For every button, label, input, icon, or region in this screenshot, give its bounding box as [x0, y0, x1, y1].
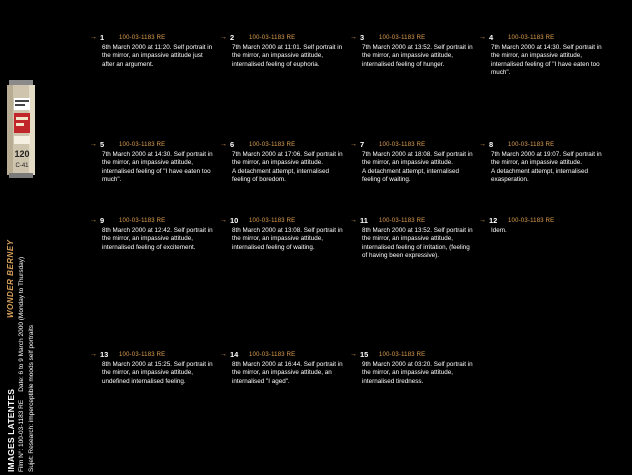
entry-header [220, 33, 344, 43]
film-reference: 100-03-1183 RE [119, 218, 166, 224]
film-reference: 100-03-1183 RE [508, 218, 555, 224]
frame-number: 1 [100, 33, 105, 42]
frame-number: 8 [489, 140, 494, 149]
description-line: 7th March 2000 at 18:08. Self portrait in the mirror, an impassive attitude. [362, 151, 473, 167]
entry-description [479, 227, 603, 235]
description-line: 8th March 2000 at 13:52. Self portrait in the mirror, an impassive attitude, internalised feeling of irritation, (feeling of having been expressive). [362, 227, 473, 260]
page-title: IMAGES LATENTES [6, 388, 16, 472]
description-line: 7th March 2000 at 17:06. Self portrait in the mirror, an impassive attitude. [232, 151, 343, 167]
film-reference: 100-03-1183 RE [508, 35, 555, 41]
film-reference: 100-03-1183 RE [249, 218, 296, 224]
date-label: Date: 6 to 9 March 2000 (Monday to Thursday) [18, 256, 25, 392]
entry-description [350, 361, 474, 386]
frame-number: 11 [360, 216, 368, 225]
entry-15 [350, 350, 474, 386]
film-reference: 100-03-1183 RE [249, 352, 296, 358]
arrow-right-icon: → [350, 217, 357, 224]
film-reference: 100-03-1183 RE [249, 35, 296, 41]
arrow-right-icon: → [220, 141, 227, 148]
frame-number: 3 [360, 33, 365, 42]
entry-description [220, 227, 344, 252]
arrow-right-icon: → [220, 217, 227, 224]
canister-brand: C-41 [15, 163, 29, 169]
entry-header [220, 350, 344, 360]
entry-6 [220, 140, 344, 185]
film-canister-icon [6, 80, 36, 178]
entry-description [220, 361, 344, 386]
entry-header [479, 140, 603, 150]
film-meta [18, 257, 25, 472]
entry-4 [479, 33, 603, 78]
entry-8 [479, 140, 603, 185]
description-line: Idem. [491, 227, 507, 234]
frame-number: 15 [360, 350, 369, 359]
frame-number: 2 [230, 33, 235, 42]
entry-14 [220, 350, 344, 386]
entry-header [90, 216, 214, 226]
arrow-right-icon: → [479, 217, 486, 224]
entry-header [350, 216, 474, 226]
description-line: 8th March 2000 at 13:08. Self portrait in the mirror, an impassive attitude, internalised feeling of waiting. [232, 227, 343, 251]
film-reference: 100-03-1183 RE [508, 142, 555, 148]
brand-logo: WONDER BERNEY [6, 239, 15, 318]
entry-header [90, 33, 214, 43]
subject-label: Sujet: Research: imperceptible moods self portraits [28, 324, 35, 472]
entry-3 [350, 33, 474, 69]
description-line: 6th March 2000 at 11:20. Self portrait in the mirror, an impassive attitude just after an argument. [102, 44, 213, 68]
frame-number: 5 [100, 140, 105, 149]
arrow-right-icon: → [220, 34, 227, 41]
arrow-right-icon: → [350, 351, 357, 358]
description-line: 7th March 2000 at 14:30. Self portrait in the mirror, an impassive attitude, internalised feeling of "I have eaten too much". [102, 151, 213, 184]
description-line: 9th March 2000 at 03:20. Self portrait in the mirror, an impassive attitude, internalised tiredness. [362, 361, 473, 385]
film-reference: 100-03-1183 RE [379, 35, 426, 41]
entry-11 [350, 216, 474, 261]
film-label: Film N°: 100-03-1183 RE [18, 399, 25, 472]
frame-number: 13 [100, 350, 109, 359]
description-line: 8th March 2000 at 16:44. Self portrait in the mirror, an impassive attitude, an internalised "I aged". [232, 361, 343, 385]
entry-9 [90, 216, 214, 252]
frame-number: 7 [360, 140, 365, 149]
entry-header [90, 350, 214, 360]
arrow-right-icon: → [220, 351, 227, 358]
frame-number: 10 [230, 216, 239, 225]
entry-description [90, 227, 214, 252]
entry-description [350, 44, 474, 69]
entry-12 [479, 216, 603, 235]
description-line: A detachment attempt, internalised exasperation. [491, 167, 588, 184]
film-reference: 100-03-1183 RE [379, 218, 426, 224]
entry-header [479, 216, 603, 226]
frame-number: 14 [230, 350, 239, 359]
entry-13 [90, 350, 214, 386]
entry-description [479, 151, 603, 185]
entry-description [90, 44, 214, 69]
description-line: 7th March 2000 at 19:07. Self portrait in the mirror, an impassive attitude. [491, 151, 602, 167]
arrow-right-icon: → [350, 141, 357, 148]
arrow-right-icon: → [90, 351, 97, 358]
entry-description [220, 44, 344, 69]
frame-number: 12 [489, 216, 498, 225]
entry-1 [90, 33, 214, 69]
description-line: 7th March 2000 at 11:01. Self portrait in the mirror, an impassive attitude, internalised feeling of euphoria. [232, 44, 343, 68]
entry-description [350, 151, 474, 185]
arrow-right-icon: → [479, 34, 486, 41]
entry-description [350, 227, 474, 261]
entry-header [90, 140, 214, 150]
entry-header [350, 140, 474, 150]
arrow-right-icon: → [479, 141, 486, 148]
frame-number: 4 [489, 33, 494, 42]
arrow-right-icon: → [90, 141, 97, 148]
film-reference: 100-03-1183 RE [379, 142, 426, 148]
frame-number: 9 [100, 216, 105, 225]
arrow-right-icon: → [90, 217, 97, 224]
entry-header [350, 350, 474, 360]
frame-number: 6 [230, 140, 235, 149]
entry-description [220, 151, 344, 185]
entry-header [479, 33, 603, 43]
film-reference: 100-03-1183 RE [249, 142, 296, 148]
description-line: 8th March 2000 at 15:25. Self portrait in the mirror, an impassive attitude, undefined internalised feeling. [102, 361, 213, 385]
entry-header [350, 33, 474, 43]
entry-2 [220, 33, 344, 69]
description-line: 8th March 2000 at 12:42. Self portrait in the mirror, an impassive attitude, internalised feeling of excitement. [102, 227, 213, 251]
entry-header [220, 140, 344, 150]
description-line: A detachment attempt, internalised feeling of boredom. [232, 167, 329, 184]
description-line: A detachment attempt, internalised feeling of waiting. [362, 167, 459, 184]
entry-description [479, 44, 603, 78]
film-reference: 100-03-1183 RE [119, 142, 166, 148]
arrow-right-icon: → [90, 34, 97, 41]
entry-description [90, 361, 214, 386]
description-line: 7th March 2000 at 14:30. Self portrait in the mirror, an impassive attitude, internalised feeling of "I have eaten too much". [491, 44, 602, 77]
entry-10 [220, 216, 344, 252]
entry-5 [90, 140, 214, 185]
entry-header [220, 216, 344, 226]
film-canister-image [6, 80, 36, 178]
entry-description [90, 151, 214, 185]
film-reference: 100-03-1183 RE [119, 35, 166, 41]
film-reference: 100-03-1183 RE [119, 352, 166, 358]
canister-number: 120 [14, 149, 30, 159]
entry-7 [350, 140, 474, 185]
description-line: 7th March 2000 at 13:52. Self portrait in the mirror, an impassive attitude, internalised feeling of hunger. [362, 44, 473, 68]
arrow-right-icon: → [350, 34, 357, 41]
film-reference: 100-03-1183 RE [379, 352, 426, 358]
